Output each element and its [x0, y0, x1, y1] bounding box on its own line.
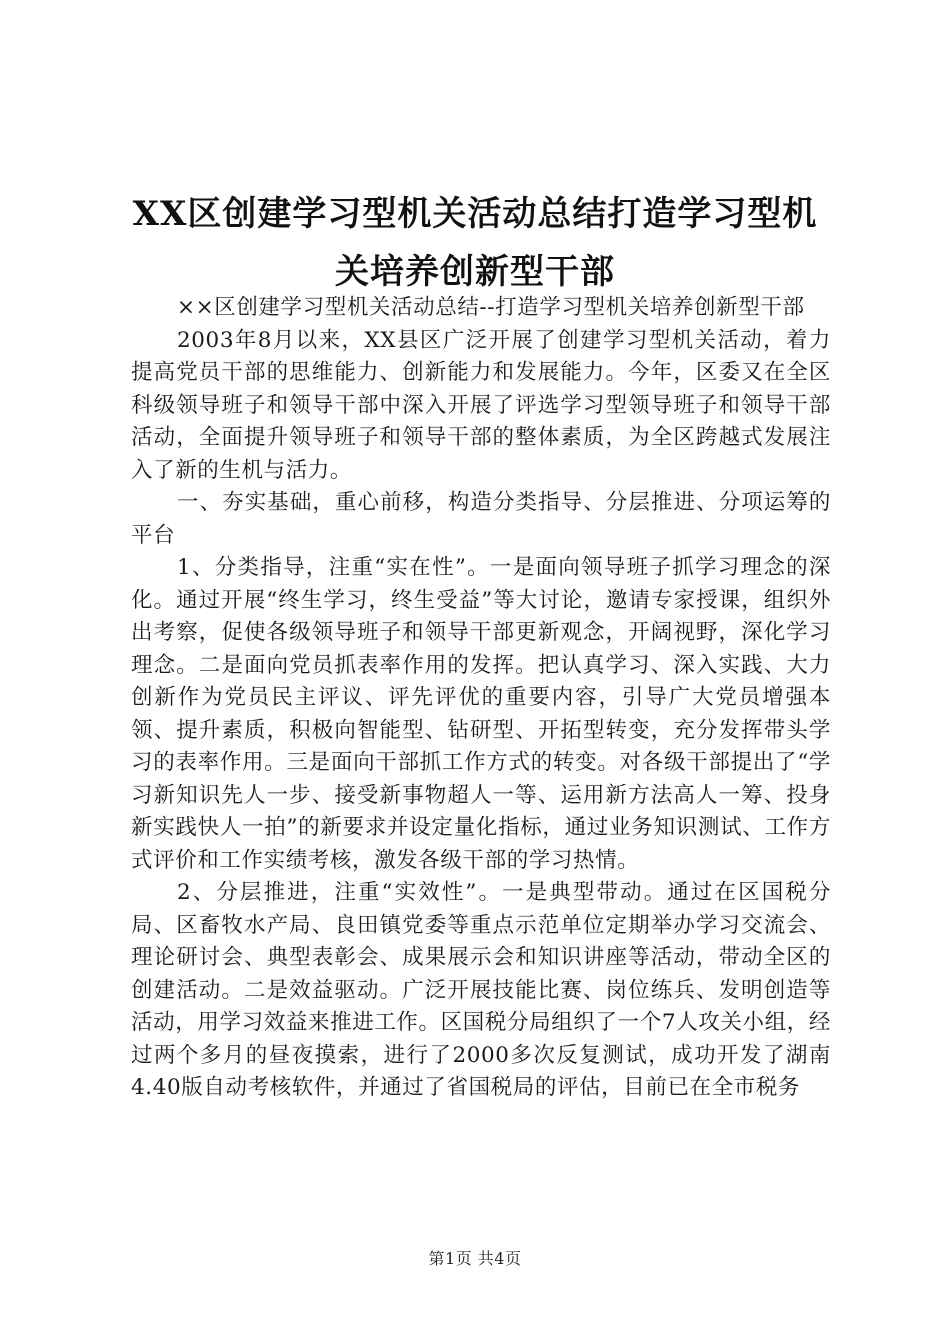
page-footer: 第1页 共4页 — [428, 1249, 522, 1268]
document-body — [131, 292, 831, 1192]
paragraph-subtitle: ××区创建学习型机关活动总结--打造学习型机关培养创新型干部 — [177, 295, 805, 320]
paragraph-section-heading: 一、夯实基础，重心前移，构造分类指导、分层推进、分项运筹的平台 — [131, 490, 831, 548]
document-title-line-1: XX区创建学习型机关活动总结打造学习型机 — [132, 194, 818, 234]
paragraph-intro: 2003年8月以来，XX县区广泛开展了创建学习型机关活动，着力提高党员干部的思维能力、创新能力和发展能力。今年，区委又在全区科级领导班子和领导干部中深入开展了评选学习型领导班子和领导干部活动，全面提升领导班子和领导干部的整体素质，为全区跨越式发展注入了新的生机与活力。 — [131, 327, 831, 483]
document-title-line-2: 关培养创新型干部 — [335, 252, 615, 292]
paragraph-item-1: 1、分类指导，注重“实在性”。一是面向领导班子抓学习理念的深化。通过开展“终生学习，终生受益”等大讨论，邀请专家授课，组织外出考察，促使各级领导班子和领导干部更新观念，开阔视野，深化学习理念。二是面向党员抓表率作用的发挥。把认真学习、深入实践、大力创新作为党员民主评议、评先评优的重要内容，引导广大党员增强本领、提升素质，积极向智能型、钻研型、开拓型转变，充分发挥带头学习的表率作用。三是面向干部抓工作方式的转变。对各级干部提出了“学习新知识先人一步、接受新事物超人一等、运用新方法高人一筹、投身新实践快人一拍”的新要求并设定量化指标，通过业务知识测试、工作方式评价和工作实绩考核，激发各级干部的学习热情。 — [131, 555, 831, 873]
paragraph-item-2: 2、分层推进，注重“实效性”。一是典型带动。通过在区国税分局、区畜牧水产局、良田镇党委等重点示范单位定期举办学习交流会、理论研讨会、典型表彰会、成果展示会和知识讲座等活动，带动全区的创建活动。二是效益驱动。广泛开展技能比赛、岗位练兵、发明创造等活动，用学习效益来推进工作。区国税分局组织了一个7人攻关小组，经过两个多月的昼夜摸索，进行了2000多次反复测试，成功开发了湖南4.40版自动考核软件，并通过了省国税局的评估，目前已在全市税务 — [131, 880, 831, 1100]
